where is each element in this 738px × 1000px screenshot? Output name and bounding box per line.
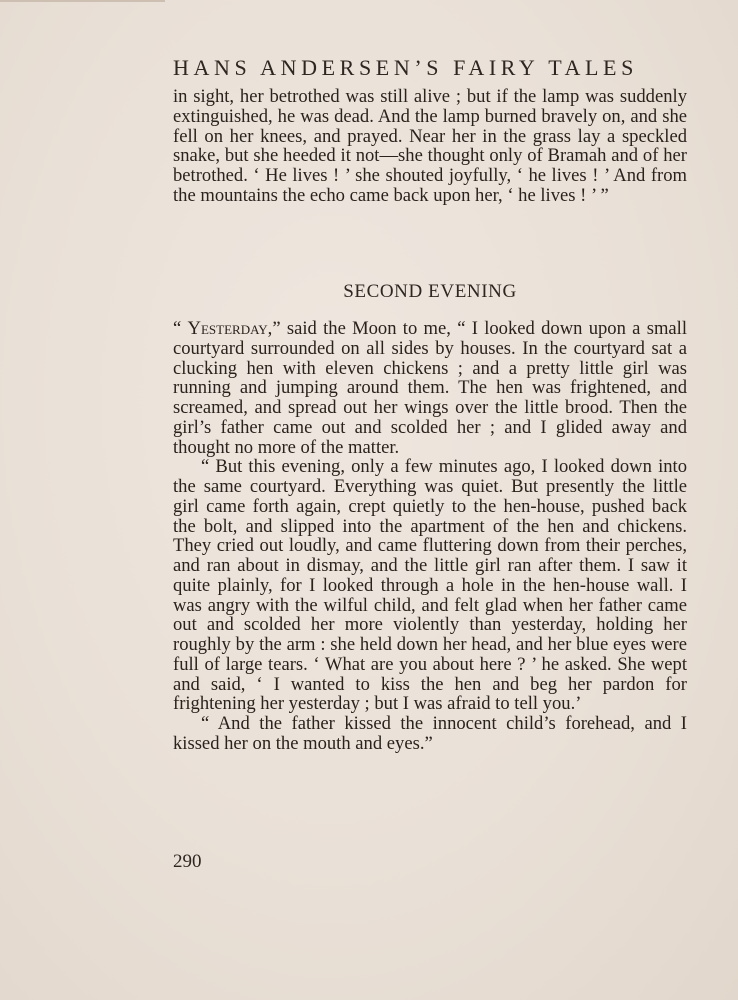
running-head: HANS ANDERSEN’S FAIRY TALES [173,55,638,80]
page-number: 290 [173,851,202,872]
paragraph: “ And the father kissed the innocent child’s forehead, and I kissed her on the mouth and eyes.” [173,713,687,754]
page-edge-rule [0,0,165,2]
continuation-text [173,87,687,206]
opening-quote: “ [173,318,188,339]
paragraph: in sight, her betrothed was still alive ; but if the lamp was suddenly extinguished, he was dead. And the lamp burned bravely on, and she fell on her knees, and prayed. Near her in the grass lay a speckled snake, but she heeded it not—she thought only of Bramah and of her betrothed. ‘ He lives ! ’ she shouted joyfully, ‘ he lives ! ’ And from the mountains the echo came back upon her, ‘ he lives ! ’ ” [173,86,687,206]
section-heading: SECOND EVENING [343,281,517,302]
paragraph-rest: ” said the Moon to me, “ I looked down upon a small courtyard surrounded on all sides by houses. In the courtyard sat a clucking hen with eleven chickens ; and a pretty little girl was running and jumping around them. The hen was frightened, and screamed, and spread out her wings over the little brood. Then the girl’s father came out and scolded her ; and I glided away and thought no more of the matter. [173,318,688,458]
small-caps-lead: Yesterday, [187,318,273,339]
paragraph: “ But this evening, only a few minutes ago, I looked down into the same courtyard. Everything was quiet. But presently the little girl came forth again, crept quietly to the hen-house, pushed back the bolt, and slipped into the apartment of the hen and chickens. They cried out loudly, and came fluttering down from their perches, and ran about in dismay, and the little girl ran after them. I saw it quite plainly, for I looked through a hole in the hen-house wall. I was angry with the wilful child, and felt glad when her father came out and scolded her more violently than yesterday, holding her roughly by the arm : she held down her head, and her blue eyes were full of large tears. ‘ What are you about here ? ’ he asked. She wept and said, ‘ I wanted to kiss the hen and beg her pardon for frightening her yesterday ; but I was afraid to tell you.’ [173,456,687,715]
section-body [173,319,687,754]
paragraph [173,319,687,457]
